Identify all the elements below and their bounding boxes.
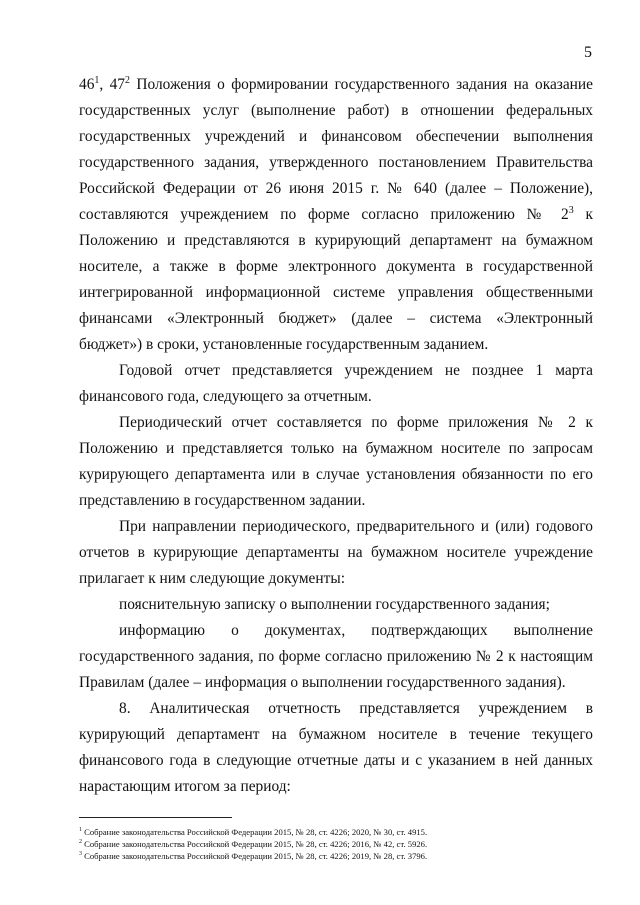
paragraph-4: При направлении периодического, предварительного и (или) годового отчетов в курирующие департаменты на бумажном носителе учреждение прилагает к ним следующие документы: bbox=[79, 518, 593, 587]
footnote-text: Собрание законодательства Российской Федерации 2015, № 28, ст. 4226; 2019, № 28, ст. 3796. bbox=[82, 851, 428, 861]
paragraph-1-text-a: Положения о формировании государственного задания на оказание государственных услуг (выполнение работ) в отношении федеральных государственных учреждений и финансовом обеспечении выполнения государственного задания, утвержденного постановлением Правительства Российской Федерации от 26 июня 2015 г. № 640 (далее – Положение), составляются учреждением по форме согласно приложению № 2 bbox=[79, 76, 593, 223]
footnote-text: Собрание законодательства Российской Федерации 2015, № 28, ст. 4226; 2020, № 30, ст. 4915. bbox=[82, 827, 428, 837]
paragraph-3: Периодический отчет составляется по форме приложения № 2 к Положению и представляется только на бумажном носителе по запросам курирующего департамента или в случае установления обязанности по его представлению в государственном задании. bbox=[79, 414, 593, 509]
footnote-separator bbox=[79, 817, 232, 818]
paragraph-1 bbox=[79, 72, 593, 358]
footnote-3 bbox=[79, 850, 599, 862]
footnotes bbox=[79, 826, 599, 862]
footnote-text: Собрание законодательства Российской Федерации 2015, № 28, ст. 4226; 2016, № 42, ст. 5926. bbox=[82, 839, 428, 849]
paragraph-7: 8. Аналитическая отчетность представляется учреждением в курирующий департамент на бумажном носителе в течение текущего финансового года в следующие отчетные даты и с указанием в ней данных нарастающим итогом за период: bbox=[79, 700, 593, 795]
page-number: 5 bbox=[584, 44, 592, 61]
body-text bbox=[79, 72, 593, 800]
footnote-ref-3[interactable]: 3 bbox=[568, 204, 574, 216]
footnote-ref-1[interactable]: 1 bbox=[94, 74, 100, 86]
paragraph-1-text-b: к Положению и представляются в курирующий департамент на бумажном носителе, а также в форме электронного документа в государственной интегрированной информационной системе управления общественными финансами «Электронный бюджет» (далее – система «Электронный бюджет») в сроки, установленные государственным заданием. bbox=[79, 206, 593, 353]
footnote-mark: 2 bbox=[79, 839, 82, 846]
paragraph-2: Годовой отчет представляется учреждением не позднее 1 марта финансового года, следующего за отчетным. bbox=[79, 362, 593, 405]
ref-46: 46 bbox=[79, 76, 95, 93]
footnote-2 bbox=[79, 838, 599, 850]
footnote-1 bbox=[79, 826, 599, 838]
footnote-mark: 3 bbox=[79, 851, 82, 858]
ref-separator: , bbox=[99, 76, 110, 93]
footnote-mark: 1 bbox=[79, 827, 82, 834]
ref-47: 47 bbox=[109, 76, 125, 93]
footnote-ref-2[interactable]: 2 bbox=[125, 74, 130, 86]
paragraph-5: пояснительную записку о выполнении государственного задания; bbox=[119, 596, 550, 613]
paragraph-6: информацию о документах, подтверждающих выполнение государственного задания, по форме согласно приложению № 2 к настоящим Правилам (далее – информация о выполнении государственного задания). bbox=[79, 622, 593, 691]
